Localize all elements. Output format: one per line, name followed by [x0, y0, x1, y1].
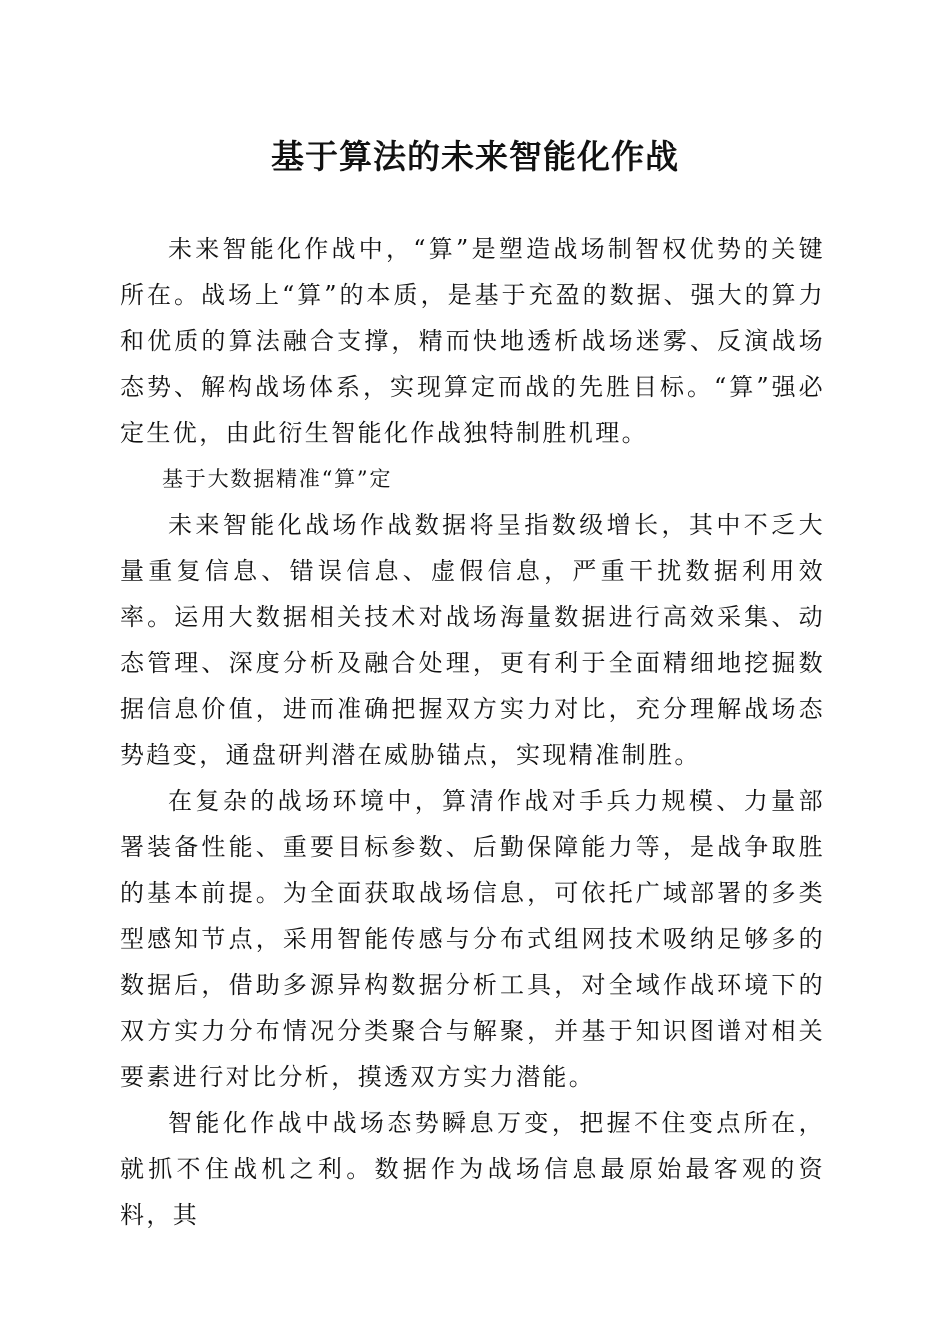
paragraph-data-growth: 未来智能化战场作战数据将呈指数级增长，其中不乏大量重复信息、错误信息、虚假信息，严重干扰数据利用效率。运用大数据相关技术对战场海量数据进行高效采集、动态管理、深度分析及融合处理，更有利于全面精细地挖掘数据信息价值，进而准确把握双方实力对比，充分理解战场态势趋变，通盘研判潜在威胁锚点，实现精准制胜。	[120, 511, 825, 769]
section-subheading: 基于大数据精准“算”定	[162, 467, 393, 491]
document-body	[120, 226, 825, 1238]
paragraph-situation-change: 智能化作战中战场态势瞬息万变，把握不住变点所在，就抓不住战机之利。数据作为战场信息最原始最客观的资料，其	[120, 1109, 825, 1229]
document-title: 基于算法的未来智能化作战	[271, 137, 679, 176]
paragraph-battlefield-environment: 在复杂的战场环境中，算清作战对手兵力规模、力量部署装备性能、重要目标参数、后勤保障能力等，是战争取胜的基本前提。为全面获取战场信息，可依托广域部署的多类型感知节点，采用智能传感与分布式组网技术吸纳足够多的数据后，借助多源异构数据分析工具，对全域作战环境下的双方实力分布情况分类聚合与解聚，并基于知识图谱对相关要素进行对比分析，摸透双方实力潜能。	[120, 787, 825, 1091]
paragraph-intro: 未来智能化作战中，“算”是塑造战场制智权优势的关键所在。战场上“算”的本质，是基于充盈的数据、强大的算力和优质的算法融合支撑，精而快地透析战场迷雾、反演战场态势、解构战场体系，实现算定而战的先胜目标。“算”强必定生优，由此衍生智能化作战独特制胜机理。	[120, 235, 825, 447]
